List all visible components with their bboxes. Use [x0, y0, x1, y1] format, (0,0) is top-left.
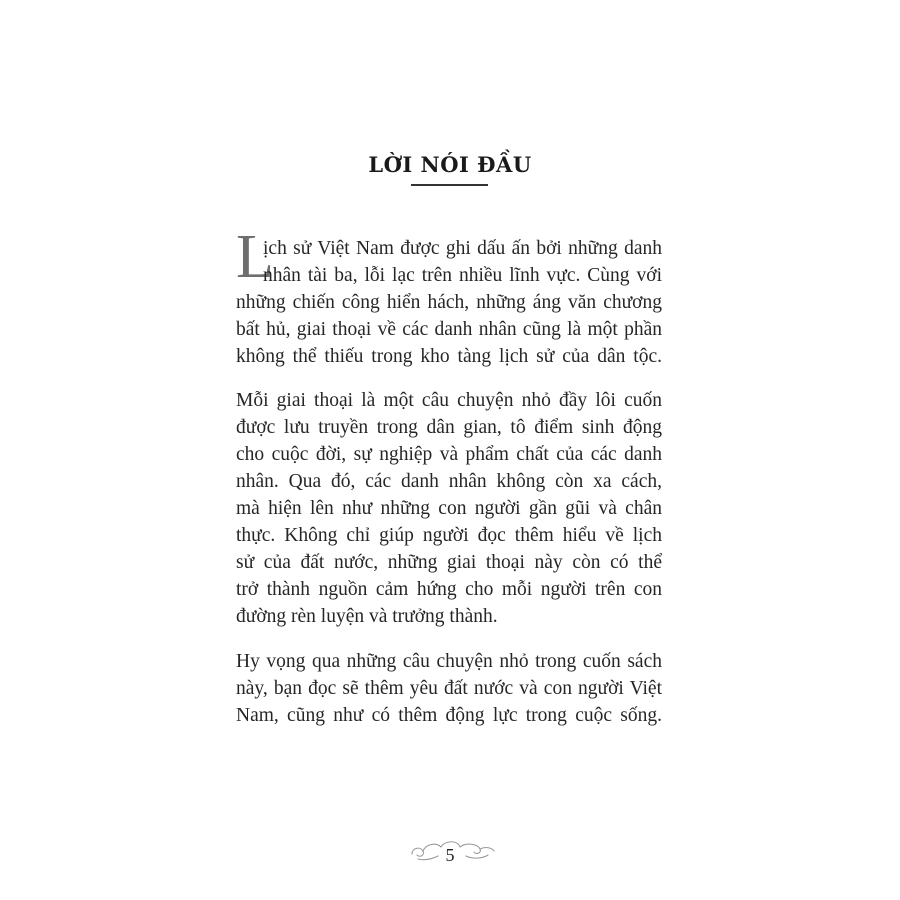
- paragraph-line: nhân. Qua đó, các danh nhân không còn xa cách,: [236, 471, 662, 492]
- paragraph-line: những chiến công hiển hách, những áng văn chương: [236, 292, 662, 313]
- paragraph-line: sử của đất nước, những giai thoại này còn có thể: [236, 552, 662, 573]
- paragraph-2: [236, 387, 662, 630]
- paragraph-line: bất hủ, giai thoại về các danh nhân cũng là một phần: [236, 319, 662, 340]
- paragraph-line: này, bạn đọc sẽ thêm yêu đất nước và con người Việt: [236, 678, 662, 699]
- paragraph-line: mà hiện lên như những con người gần gũi và chân: [236, 498, 662, 519]
- page-number: 5: [445, 845, 455, 865]
- paragraph-line: đường rèn luyện và trưởng thành.: [236, 606, 498, 627]
- paragraph-line: thực. Không chỉ giúp người đọc thêm hiểu về lịch: [236, 525, 662, 546]
- paragraph-line: trở thành nguồn cảm hứng cho mỗi người trên con: [236, 579, 662, 600]
- paragraph-line: Nam, cũng như có thêm động lực trong cuộc sống.: [236, 705, 662, 726]
- paragraph-line: nhân tài ba, lỗi lạc trên nhiều lĩnh vực. Cùng với: [263, 265, 662, 286]
- paragraph-line: Mỗi giai thoại là một câu chuyện nhỏ đầy lôi cuốn: [236, 390, 662, 411]
- paragraph-line: ịch sử Việt Nam được ghi dấu ấn bởi những danh: [263, 238, 662, 259]
- page-title: LỜI NÓI ĐẦU: [368, 152, 532, 177]
- drop-cap: L: [236, 223, 274, 291]
- paragraph-line: không thể thiếu trong kho tàng lịch sử của dân tộc.: [236, 346, 662, 367]
- paragraph-line: cho cuộc đời, sự nghiệp và phẩm chất của các danh: [236, 444, 662, 465]
- paragraph-line: được lưu truyền trong dân gian, tô điểm sinh động: [236, 417, 662, 438]
- paragraph-3: [236, 648, 662, 729]
- paragraph-1: [236, 235, 662, 370]
- title-underline: [411, 184, 488, 186]
- paragraph-line: Hy vọng qua những câu chuyện nhỏ trong cuốn sách: [236, 651, 662, 672]
